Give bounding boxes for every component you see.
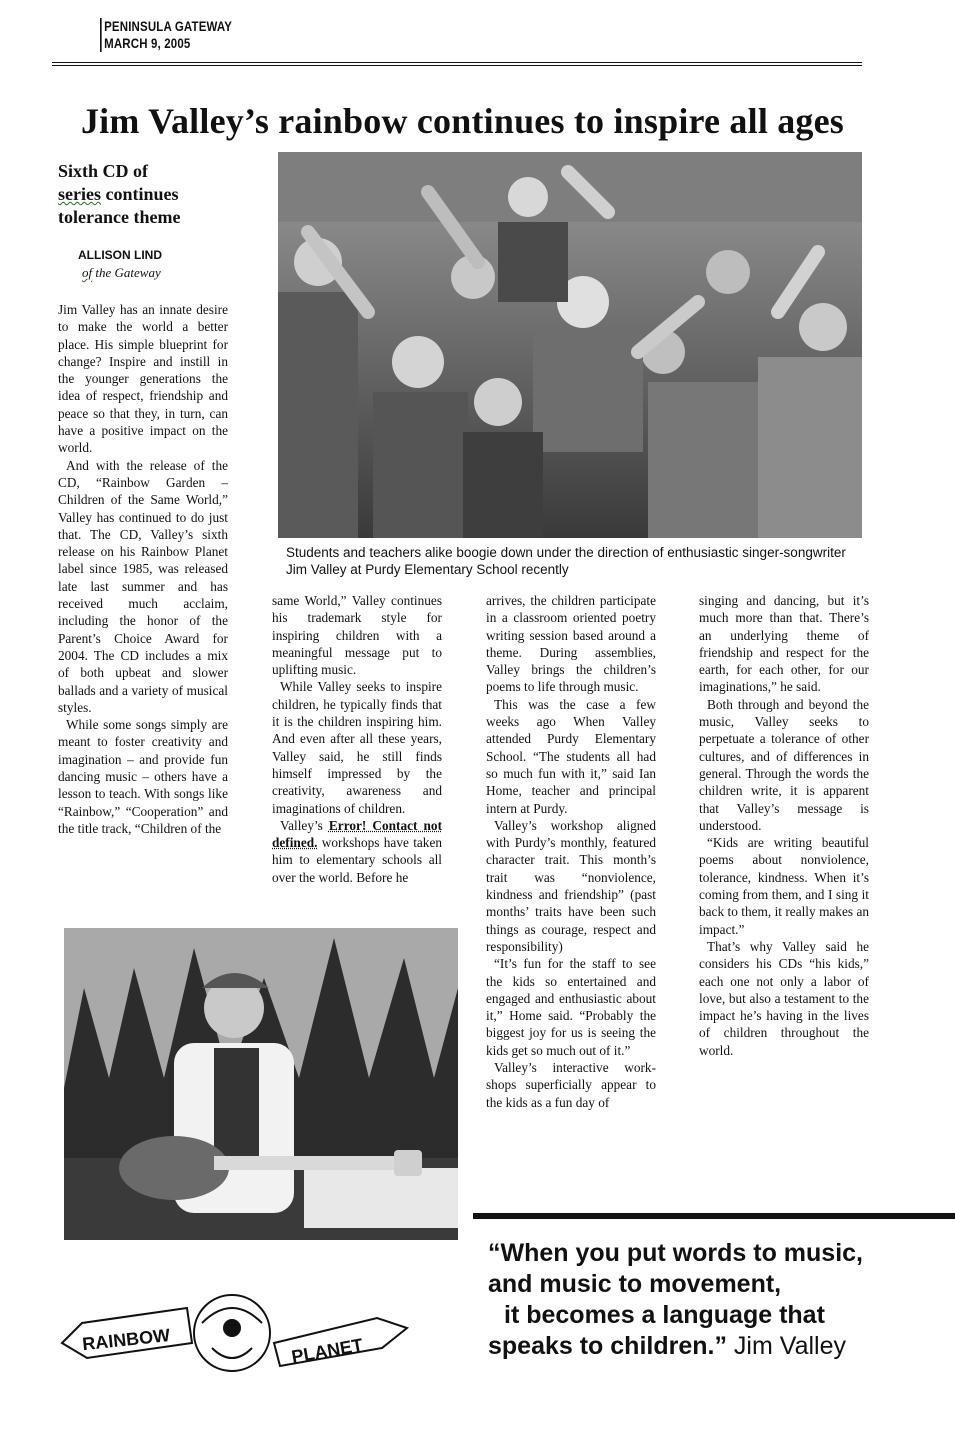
paragraph: While some songs simply are meant to foster creativity and imagination – and provide fun dancing music – others have a lesson to teach. With songs like “Rainbow,” “Cooperation” and the title track, “Children of the [58, 717, 228, 836]
article-column-1 [58, 301, 228, 837]
pull-quote-line: it becomes a language that [504, 1301, 825, 1329]
pull-quote-attribution: Jim Valley [733, 1332, 846, 1360]
pull-quote [488, 1238, 948, 1362]
paragraph: same World,” Valley continues his trademark style for inspiring children with a meaningful message put to uplifting music. [272, 593, 442, 678]
pull-quote-line: and music to movement, [488, 1270, 782, 1298]
paragraph: While Valley seeks to inspire children, he typically finds that it is the children inspiring him. And even after all these years, Valley said, he still finds himself impressed by the creativity, awareness and imaginations of children. [272, 679, 442, 816]
jim-valley-photo [64, 928, 458, 1240]
paragraph: This was the case a few weeks ago When Valley attended Purdy Elementary School. “The students all had so much fun with it,” said Ian Home, teacher and principal intern at Purdy. [486, 696, 656, 816]
byline-author: ALLISON LIND [78, 248, 162, 262]
pull-quote-last-line [488, 1331, 948, 1362]
logo-right-text: PLANET [290, 1334, 365, 1367]
deck-series-word: series [58, 184, 101, 204]
article-column-3 [486, 592, 656, 1111]
logo-left-text: RAINBOW [81, 1325, 171, 1355]
header-rule [52, 62, 862, 63]
students-photo [278, 152, 862, 538]
rainbow-planet-logo [52, 1288, 412, 1383]
paragraph-start: Valley’s [280, 817, 323, 833]
paragraph: “It’s fun for the staff to see the kids so entertained and engaged and enthusiastic about it,” Home said. “Probably the biggest joy for us is seeing the kids get so much out of it.” [486, 956, 656, 1058]
byline-of: of [82, 265, 93, 280]
pull-quote-line: “When you put words to music, [488, 1239, 863, 1267]
paragraph: Jim Valley has an innate desire to make the world a better place. His simple blueprint for change? Inspire and instill in the younger generations the idea of respect, friendship and peace so that they, in turn, can have a positive impact on the world. [58, 302, 228, 456]
paragraph: Valley’s workshop aligned with Purdy’s monthly, featured character trait. This month’s trait was “nonviolence, kindness and friendship” (past months’ traits have been such things as courage, respect and responsibility) [486, 817, 656, 954]
header-rule-2 [52, 65, 862, 66]
article-column-2 [272, 592, 442, 886]
byline-pub-name: the Gateway [95, 265, 161, 280]
students-photo-image [278, 152, 862, 538]
paragraph: That’s why Valley said he considers his CDs “his kids,” each one not only a labor of love, but also a testament to the impact he’s having in the lives of children throughout the world. [699, 938, 869, 1058]
deck-line1: Sixth CD of [58, 161, 149, 181]
byline-publication [82, 265, 161, 281]
masthead-date: MARCH 9, 2005 [104, 35, 191, 51]
photo-caption: Students and teachers alike boogie down under the direction of enthusiastic singer-songwriter Jim Valley at Purdy Elementary School recently [286, 545, 846, 577]
deck-rest: continues tolerance theme [58, 184, 181, 227]
paragraph: Valley’s interactive work-shops superficially appear to the kids as a fun day of [486, 1060, 656, 1110]
headline: Jim Valley’s rainbow continues to inspire all ages [80, 101, 845, 141]
paragraph: Both through and beyond the music, Valley seeks to perpetuate a tolerance of other cultures, and of differences in general. Through the words the children write, it is apparent that Valley’s message is understood. [699, 696, 869, 833]
error-field: Error! Contact not defined. [272, 817, 442, 851]
paragraph: arrives, the children participate in a classroom oriented poetry writing session based around a theme. During assemblies, Valley brings the children’s poems to life through music. [486, 593, 656, 695]
masthead [100, 18, 232, 52]
rainbow-planet-logo-image [52, 1288, 412, 1383]
paragraph: singing and dancing, but it’s much more than that. There’s an underlying theme of friendship and respect for the earth, for each other, for our imaginations,” he said. [699, 593, 869, 695]
pull-quote-rule [473, 1213, 955, 1219]
deck [58, 160, 218, 229]
masthead-paper: PENINSULA GATEWAY [104, 18, 233, 34]
pull-quote-line: speaks to children.” [488, 1332, 727, 1360]
paragraph: And with the release of the CD, “Rainbow Garden – Children of the Same World,” Valley has continued to do just that. The CD, Valley’s sixth release on his Rainbow Planet label since 1985, was released late last summer and has received much acclaim, including the honor of the Parent’s Choice Award for 2004. The CD includes a mix of both upbeat and slower ballads and a variety of musical styles. [58, 457, 228, 715]
paragraph [272, 817, 442, 886]
paragraph-end: workshops have taken him to elementary schools all over the world. Before he [272, 835, 443, 885]
article-column-4 [699, 592, 869, 1059]
jim-valley-photo-image [64, 928, 458, 1240]
paragraph: “Kids are writing beautiful poems about nonviolence, tolerance, kindness. When it’s coming from them, and I sing it back to them, it really makes an impact.” [699, 835, 869, 937]
